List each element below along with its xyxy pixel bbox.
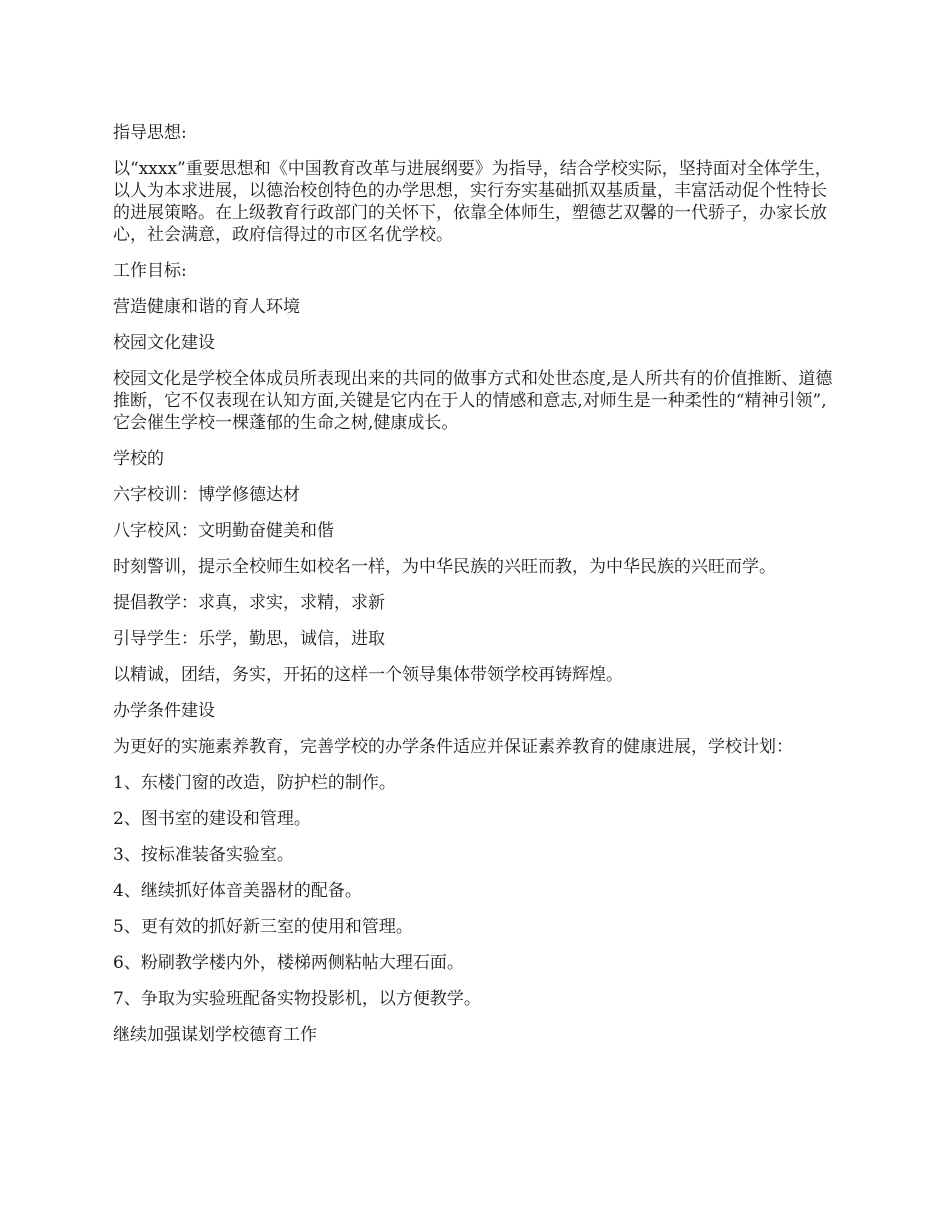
- heading-moral-education: 继续加强谋划学校德育工作: [113, 1025, 317, 1045]
- school-motto: 六字校训：博学修德达材: [113, 485, 300, 505]
- list-item: 4、继续抓好体音美器材的配备。: [113, 881, 362, 901]
- heading-environment: 营造健康和谐的育人环境: [113, 297, 300, 317]
- heading-facilities: 办学条件建设: [113, 701, 215, 721]
- paragraph-campus-culture: 校园文化是学校全体成员所表现出来的共同的做事方式和处世态度,是人所共有的价值推断、道德推断，它不仅表现在认知方面,关键是它内在于人的情感和意志,对师生是一种柔性的“精神引领”,它会催生学校一棵蓬郁的生命之树,健康成长。: [113, 369, 833, 433]
- paragraph-facilities-plan: 为更好的实施素养教育，完善学校的办学条件适应并保证素养教育的健康进展，学校计划：: [113, 737, 793, 757]
- document-body: [113, 122, 841, 1060]
- list-item: 5、更有效的抓好新三室的使用和管理。: [113, 917, 413, 937]
- paragraph-reminder: 时刻警训，提示全校师生如校名一样，为中华民族的兴旺而教，为中华民族的兴旺而学。: [113, 557, 776, 577]
- paragraph-guiding-ideology: 以“xxxx”重要思想和《中国教育改革与进展纲要》为指导，结合学校实际，坚持面对全体学生，以人为本求进展，以德治校创特色的办学思想，实行夯实基础抓双基质量，丰富活动促个性特长的进展策略。在上级教育行政部门的关怀下，依靠全体师生，塑德艺双馨的一代骄子，办家长放心，社会满意，政府信得过的市区名优学校。: [113, 159, 832, 245]
- student-guidance: 引导学生：乐学，勤思，诚信，进取: [113, 629, 385, 649]
- list-item: 6、粉刷教学楼内外，楼梯两侧粘帖大理石面。: [113, 953, 464, 973]
- heading-school: 学校的: [113, 449, 164, 469]
- list-item: 2、图书室的建设和管理。: [113, 809, 311, 829]
- paragraph-leadership: 以精诚，团结，务实，开拓的这样一个领导集体带领学校再铸辉煌。: [113, 665, 623, 685]
- heading-guiding-ideology: 指导思想:: [113, 123, 187, 143]
- list-item: 7、争取为实验班配备实物投影机，以方便教学。: [113, 989, 481, 1009]
- teaching-principles: 提倡教学：求真，求实，求精，求新: [113, 593, 385, 613]
- heading-campus-culture: 校园文化建设: [113, 333, 215, 353]
- heading-work-goals: 工作目标:: [113, 261, 187, 281]
- list-item: 1、东楼门窗的改造，防护栏的制作。: [113, 773, 396, 793]
- school-style: 八字校风：文明勤奋健美和偕: [113, 521, 334, 541]
- list-item: 3、按标准装备实验室。: [113, 845, 294, 865]
